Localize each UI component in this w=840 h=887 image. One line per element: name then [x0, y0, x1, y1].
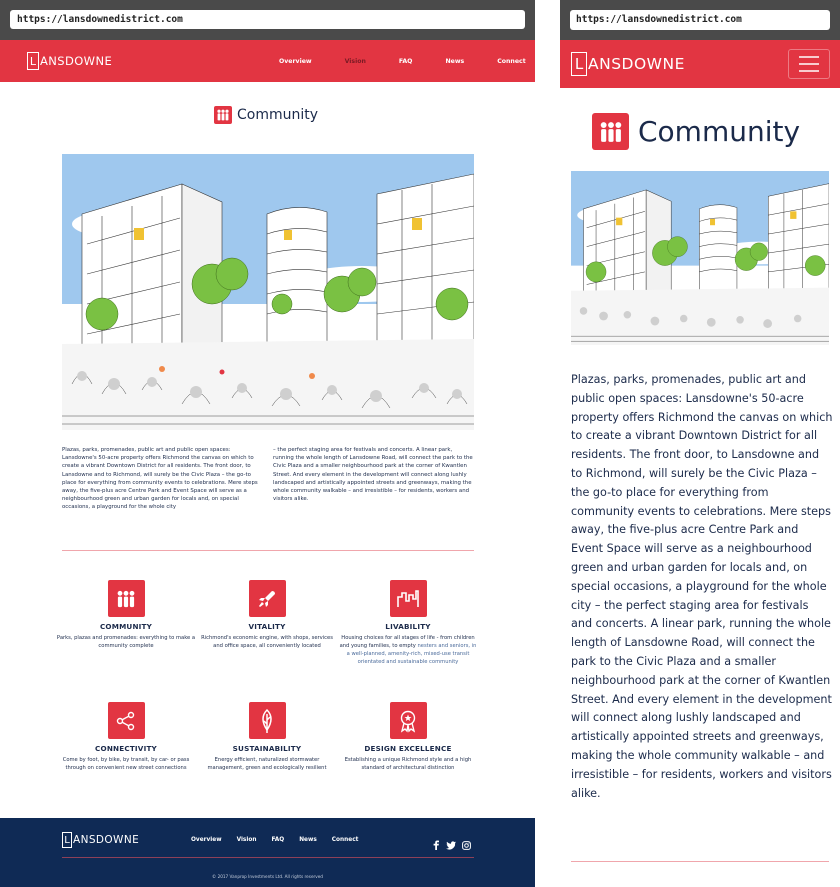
share-icon: [108, 702, 145, 739]
people-icon: [214, 106, 232, 124]
logo-mark: L: [27, 52, 39, 70]
footer-divider: [62, 857, 474, 858]
footer-link-vision[interactable]: Vision: [236, 837, 257, 843]
page-title-text: Community: [638, 115, 801, 148]
site-logo[interactable]: [27, 52, 112, 70]
main-nav: [279, 40, 535, 82]
page-title: [214, 106, 318, 124]
feature-title: SUSTAINABILITY: [232, 744, 302, 753]
footer-link-faq[interactable]: FAQ: [271, 837, 285, 843]
award-icon: [390, 702, 427, 739]
site-logo[interactable]: [571, 52, 685, 76]
nav-connect[interactable]: Connect: [497, 57, 526, 65]
site-header: [560, 40, 840, 88]
feature-desc-highlight: nesters and seniors, in a well-planned, amenity-rich, mixed-use transit orientated and sustainable community: [346, 643, 477, 665]
logo-text: ANSDOWNE: [588, 55, 685, 73]
hero-illustration: [62, 154, 474, 430]
feature-desc: Richmond's economic engine, with shops, services and office space, all conveniently located: [201, 635, 333, 649]
logo-mark: L: [571, 52, 587, 76]
mobile-window: [560, 0, 840, 887]
logo-text: ANSDOWNE: [73, 834, 140, 846]
intro-text-col1: Plazas, parks, promenades, public art and public open spaces: Lansdowne's 50-acre property offers Richmond the canvas on which to create a vibrant Downtown District for all residents. The front door, to Lansdowne and to Richmond, will surely be the Civic Plaza – the go-to place for everything from community events to celebrations. Mere steps away, the five-plus acre Centre Park and Event Space will serve as a neighbourhood green and urban garden for locals and, on special occasions, a playground for the whole city: [62, 447, 258, 511]
section-divider: [62, 550, 474, 551]
people-icon: [108, 580, 145, 617]
page-title-text: Community: [237, 107, 319, 123]
instagram-icon[interactable]: [462, 835, 471, 854]
hero-illustration: [571, 171, 829, 345]
feature-vitality: [197, 580, 337, 650]
people-icon: [592, 113, 629, 150]
browser-chrome: [560, 0, 840, 40]
footer-nav: [191, 837, 373, 843]
menu-toggle-button[interactable]: [788, 49, 830, 79]
feature-desc-main: Housing choices for all stages of life - from children and young families, to empty: [339, 635, 475, 649]
feature-title: COMMUNITY: [99, 622, 153, 631]
twitter-icon[interactable]: [446, 835, 456, 854]
copyright: © 2017 Vanprop Investments Ltd. All rights reserved: [212, 874, 323, 879]
feature-title: CONNECTIVITY: [95, 744, 157, 753]
footer-link-overview[interactable]: Overview: [191, 837, 222, 843]
feature-desc: Establishing a unique Richmond style and a high standard of architectural distinction: [344, 757, 472, 771]
nav-overview[interactable]: Overview: [279, 57, 312, 65]
browser-chrome: [0, 0, 535, 40]
nav-vision[interactable]: Vision: [344, 57, 366, 65]
feature-connectivity: [56, 702, 196, 772]
nav-faq[interactable]: FAQ: [398, 57, 413, 65]
facebook-icon[interactable]: [432, 835, 440, 854]
hamburger-icon: [799, 56, 819, 58]
feature-desc: Come by foot, by bike, by transit, by car- or pass through on convenient new street connections: [62, 757, 190, 771]
address-bar[interactable]: https://lansdownedistrict.com: [10, 10, 525, 29]
feature-design-excellence: [338, 702, 478, 772]
section-divider: [571, 861, 829, 862]
feature-title: DESIGN EXCELLENCE: [364, 744, 452, 753]
leaf-icon: [249, 702, 286, 739]
intro-text-col2: – the perfect staging area for festivals and concerts. A linear park, running the whole length of Lansdowne Road, will connect the park to the Civic Plaza and a smaller neighbourhood park at the corner of Kwantlen Street. And every element in the development will connect along lushly landscaped and artistically appointed streets and greenways, making the whole community walkable – and irresistible – for residents, workers and visitors alike.: [273, 447, 473, 503]
feature-desc: Parks, plazas and promenades: everything to make a community complete: [56, 635, 196, 649]
feature-community: [56, 580, 196, 650]
nav-news[interactable]: News: [445, 57, 465, 65]
hamburger-icon: [799, 63, 819, 65]
site-header: [0, 40, 535, 82]
site-footer: [0, 818, 535, 887]
feature-title: VITALITY: [248, 622, 286, 631]
feature-desc: [338, 634, 478, 666]
logo-mark: L: [62, 832, 72, 848]
hamburger-icon: [799, 70, 819, 72]
footer-logo[interactable]: [62, 832, 139, 848]
social-links: [432, 835, 477, 854]
rocket-icon: [249, 580, 286, 617]
feature-sustainability: [197, 702, 337, 772]
footer-link-connect[interactable]: Connect: [331, 837, 359, 843]
feature-title: LIVABILITY: [385, 622, 431, 631]
footer-link-news[interactable]: News: [299, 837, 317, 843]
skyline-icon: [390, 580, 427, 617]
feature-livability: [338, 580, 478, 666]
intro-text: Plazas, parks, promenades, public art and public open spaces: Lansdowne's 50-acre property offers Richmond the canvas on which to create a vibrant Downtown District for all residents. The front door, to Lansdowne and to Richmond, will surely be the Civic Plaza – the go-to place for everything from community events to celebrations. Mere steps away, the five-plus acre Centre Park and Event Space will serve as a neighbourhood green and urban garden for locals and, on special occasions, a playground for the whole city – the perfect staging area for festivals and concerts. A linear park, running the whole length of Lansdowne Road, will connect the park to the Civic Plaza and a smaller neighbourhood park at the corner of Kwantlen Street. And every element in the development will connect along lushly landscaped and artistically appointed streets and greenways, making the whole community walkable – and irresistible – for residents, workers and visitors alike.: [571, 373, 833, 800]
page-title: [592, 113, 800, 150]
logo-text: ANSDOWNE: [40, 54, 113, 68]
address-bar[interactable]: https://lansdownedistrict.com: [570, 10, 830, 30]
feature-desc: Energy efficient, naturalized stormwater management, green and ecologically resilient: [207, 757, 327, 771]
